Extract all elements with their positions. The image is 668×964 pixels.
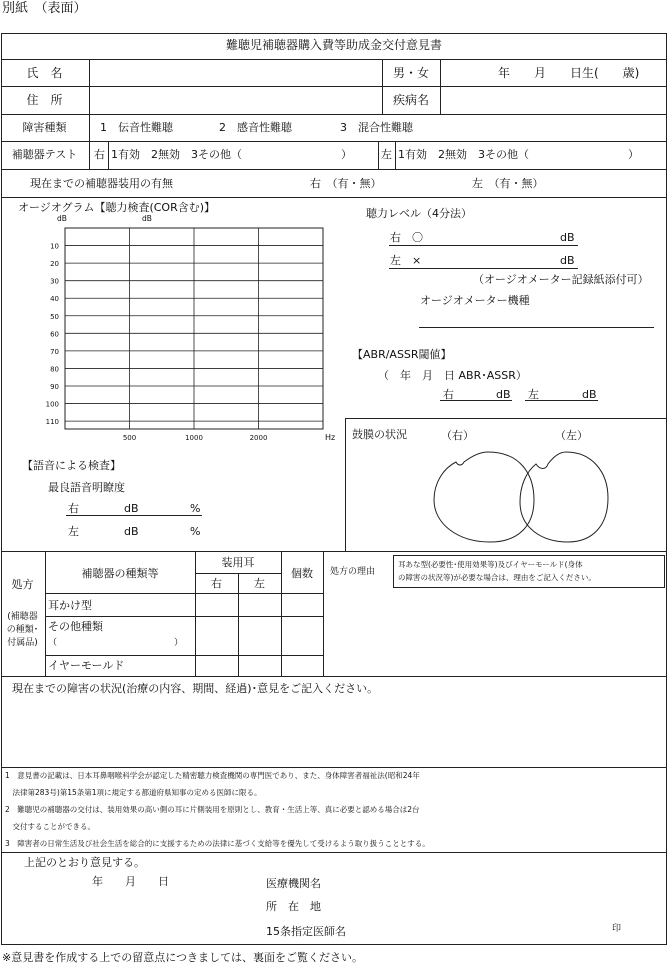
disability-option-conductive[interactable]: 1 伝音性難聴 [100, 121, 173, 134]
aid-test-left-label: 左 [381, 148, 392, 161]
speech-right-pct: % [190, 502, 201, 515]
audiogram-xtick: 2000 [249, 434, 268, 442]
aid-usage-left[interactable]: 左 （有・無） [472, 177, 544, 190]
institution-label: 医療機関名 [266, 877, 321, 890]
eardrum-diagram[interactable] [428, 448, 628, 548]
item-other-type-field[interactable]: （ ） [48, 638, 184, 648]
audiogram-ytick: 30 [50, 277, 59, 286]
prescription-sub-1: (補聴器 [7, 612, 38, 622]
reason-note-box [393, 555, 665, 588]
note-2-line-2: 交付することができる。 [5, 822, 95, 831]
audiogram-chart[interactable] [20, 222, 340, 444]
seal-mark: 印 [612, 924, 622, 934]
hearing-level-title: 聴力レベル（4分法） [366, 207, 472, 220]
birthdate-field[interactable]: 年 月 日生( 歳) [498, 66, 640, 80]
note-2-line-1: 2 難聴児の補聴器の交付は、装用効果の高い側の耳に片側装用を原則とし、教育・生活上等、真に必要と認める場合は2台 [5, 805, 420, 814]
address-label: 住 所 [26, 93, 63, 107]
audiogram-ytick: 20 [50, 260, 59, 269]
attachment-label: 別紙 （表面） [2, 1, 87, 16]
note-1-line-1: 1 意見書の記載は、日本耳鼻咽喉科学会が認定した精密聴力検査機関の専門医であり、また、身体障害者福祉法(昭和24年 [5, 771, 420, 780]
speech-left-db: dB [124, 525, 139, 538]
attachment-note: （オージオメーター記録紙添付可） [473, 273, 649, 286]
footer-note: ※意見書を作成する上での留意点につきましては、裏面をご覧ください。 [2, 951, 363, 964]
aid-usage-right[interactable]: 右 （有・無） [310, 177, 382, 190]
name-label: 氏 名 [26, 66, 63, 80]
audiogram-title: オージオグラム【聴力検査(COR含む)】 [18, 201, 216, 214]
ear-left-header: 左 [254, 577, 265, 590]
hearing-left-unit: dB [560, 254, 575, 267]
audiogram-ytick: 100 [45, 400, 59, 409]
audiometer-model-field[interactable] [420, 310, 654, 326]
aid-test-label: 補聴器テスト [11, 148, 78, 161]
disability-option-mixed[interactable]: 3 混合性難聴 [340, 121, 413, 134]
note-3: 3 障害者の日常生活及び社会生活を総合的に支援するための法律に基づく支給等を優先して受けるよう取り扱うこととする。 [5, 839, 430, 848]
address-field[interactable] [90, 87, 381, 113]
status-field[interactable] [2, 698, 666, 766]
doctor-label: 15条指定医師名 [266, 925, 346, 938]
aid-test-right-label: 右 [94, 148, 105, 161]
prescription-sub-3: 付属品) [7, 638, 38, 648]
ear-header: 装用耳 [221, 556, 255, 569]
aid-usage-label: 現在までの補聴器装用の有無 [30, 177, 173, 190]
item-earmold: イヤーモールド [48, 659, 125, 672]
speech-left-pct: % [190, 525, 201, 538]
note-1-line-2: 法律第283号)第15条第1項に規定する都道府県知事の定める医師に限る。 [5, 788, 262, 797]
reason-label: 処方の理由 [330, 567, 376, 577]
disease-field[interactable] [441, 87, 666, 113]
prescription-label: 処方 [11, 578, 34, 591]
ear-right-header: 右 [211, 577, 222, 590]
audiogram-ytick: 70 [50, 347, 59, 356]
hearing-left-label: 左 × [390, 254, 422, 267]
gender-select[interactable]: 男・女 [392, 66, 429, 80]
abr-right-unit: dB [496, 388, 511, 401]
item-behind-ear: 耳かけ型 [48, 599, 92, 612]
audiogram-ytick: 50 [50, 312, 59, 321]
disability-option-sensorineural[interactable]: 2 感音性難聴 [219, 121, 292, 134]
audiogram-ytick: 60 [50, 330, 59, 339]
audiogram-ytick: 110 [45, 418, 59, 427]
statement: 上記のとおり意見する。 [24, 856, 145, 869]
speech-test-title: 【語音による検査】 [22, 459, 121, 472]
aid-test-right-options[interactable]: 1有効 2無効 3その他（ ） [111, 148, 352, 161]
audiogram-ytick: 10 [50, 242, 59, 251]
hearing-right-label: 右 〇 [390, 231, 423, 244]
reason-note-line-1: 耳あな型(必要性･使用効果等)及びイヤーモールド(身体 [398, 560, 583, 569]
eardrum-right-outline [434, 452, 534, 542]
abr-left-label: 左 [528, 388, 539, 401]
disability-type-label: 障害種類 [22, 121, 67, 134]
status-label: 現在までの障害の状況(治療の内容、期間、経過)･意見をご記入ください。 [12, 682, 379, 695]
aid-type-header: 補聴器の種類等 [81, 567, 159, 580]
audiogram-db-left: dB [57, 214, 67, 223]
count-header: 個数 [291, 567, 313, 580]
form-title: 難聴児補聴器購入費等助成金交付意見書 [225, 38, 442, 52]
audiogram-ytick: 80 [50, 365, 59, 374]
sign-date[interactable]: 年 月 日 [92, 875, 169, 888]
name-field[interactable] [90, 60, 381, 85]
item-other-type: その他種類 [48, 620, 103, 633]
audiogram-ytick: 40 [50, 295, 59, 304]
abr-title: 【ABR/ASSR閾値】 [352, 348, 452, 361]
abr-date[interactable]: （ 年 月 日 ABR･ASSR） [378, 369, 527, 382]
institution-address-label: 所 在 地 [266, 900, 321, 913]
abr-right-label: 右 [443, 388, 454, 401]
reason-note-line-2: の障害の状況等)が必要な場合は、理由をご記入ください。 [398, 573, 596, 582]
eardrum-left-outline [520, 452, 608, 542]
disease-label: 疾病名 [392, 93, 429, 107]
audiometer-model-label: オージオメーター機種 [420, 294, 530, 307]
eardrum-right-label: （右） [441, 429, 474, 442]
speech-left-label: 左 [68, 525, 79, 538]
speech-clarity-label: 最良語音明瞭度 [48, 481, 125, 494]
eardrum-title: 鼓膜の状況 [352, 428, 407, 441]
prescription-sub-2: の種類･ [6, 625, 39, 635]
audiogram-ytick: 90 [50, 382, 59, 391]
audiogram-xtick: 1000 [185, 434, 203, 442]
hearing-right-unit: dB [560, 231, 575, 244]
eardrum-left-label: （左） [555, 429, 588, 442]
audiogram-xtick: 500 [122, 434, 137, 442]
aid-test-left-options[interactable]: 1有効 2無効 3その他（ ） [398, 148, 639, 161]
audiogram-db-mid: dB [142, 214, 152, 223]
speech-right-db: dB [124, 502, 139, 515]
abr-left-unit: dB [582, 388, 597, 401]
reason-field[interactable] [324, 592, 666, 675]
audiogram-unit-hz: Hz [325, 433, 336, 442]
speech-right-label: 右 [68, 502, 79, 515]
